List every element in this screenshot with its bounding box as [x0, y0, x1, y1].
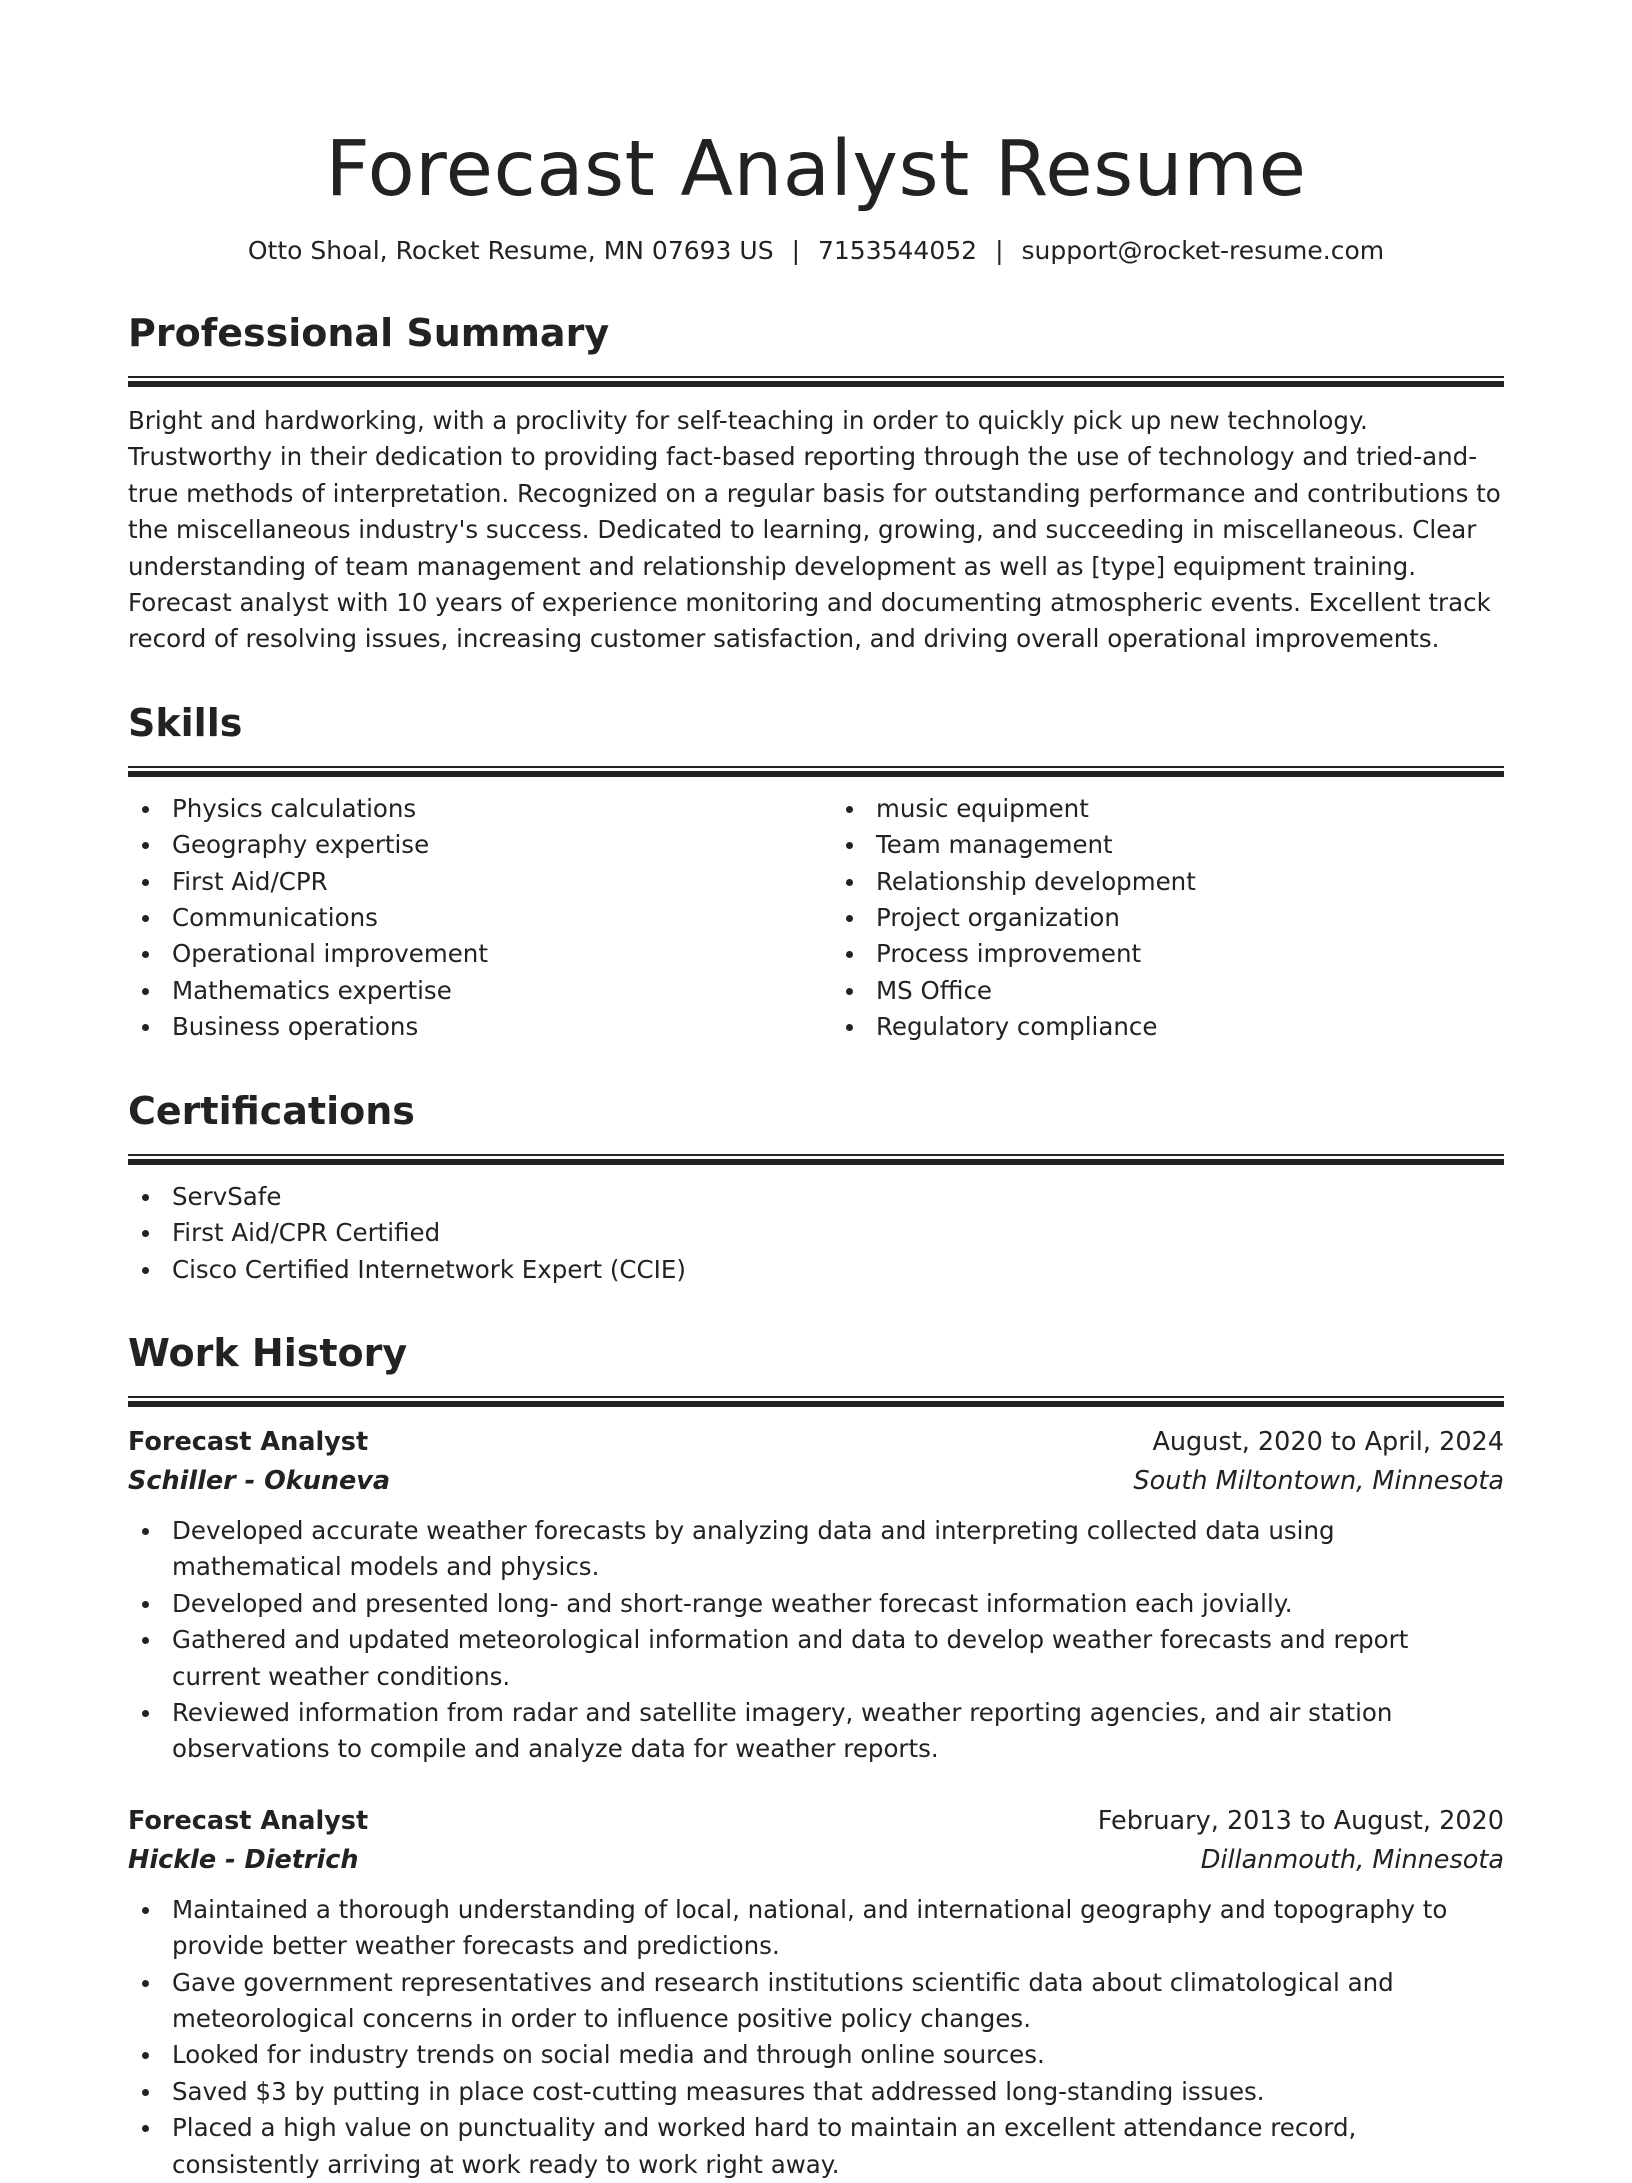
certification-item: Cisco Certified Internetwork Expert (CCIE)	[128, 1252, 1504, 1288]
section-divider	[128, 1396, 1504, 1407]
contact-email: support@rocket-resume.com	[1021, 236, 1385, 265]
summary-text: Bright and hardworking, with a proclivity for self-teaching in order to quickly pick up new technology. Trustworthy in their dedication to providing fact-based reporting through the use of technology and tried-and-true methods of interpretation. Recognized on a regular basis for outstanding performance and contributions to the miscellaneous industry's success. Dedicated to learning, growing, and succeeding in miscellaneous. Clear understanding of team management and relationship development as well as [type] equipment training. Forecast analyst with 10 years of experience monitoring and documenting atmospheric events. Excellent track record of resolving issues, increasing customer satisfaction, and driving overall operational improvements.	[128, 406, 1501, 654]
job-company: Hickle - Dietrich	[128, 1844, 359, 1875]
work-history-section	[128, 1328, 1504, 2183]
job-title: Forecast Analyst	[128, 1805, 369, 1836]
section-divider	[128, 1154, 1504, 1165]
skill-item: Physics calculations	[128, 791, 800, 827]
job-duties-list	[128, 1513, 1504, 1768]
job-duty-item: Placed a high value on punctuality and worked hard to maintain an excellent attendance record, consistently arriving at work ready to work right away.	[128, 2110, 1504, 2183]
section-divider	[128, 376, 1504, 387]
certifications-section	[128, 1086, 1504, 1288]
job-dates: February, 2013 to August, 2020	[1097, 1805, 1504, 1836]
skill-item: Mathematics expertise	[128, 973, 800, 1009]
job-company: Schiller - Okuneva	[128, 1465, 391, 1496]
certifications-list	[128, 1179, 1504, 1288]
skill-item: Geography expertise	[128, 827, 800, 863]
job-duty-item: Maintained a thorough understanding of local, national, and international geography and topography to provide better weather forecasts and predictions.	[128, 1892, 1504, 1965]
section-divider	[128, 766, 1504, 777]
job-duty-item: Developed and presented long- and short-range weather forecast information each jovially.	[128, 1586, 1504, 1622]
contact-phone: 7153544052	[818, 236, 978, 265]
skill-item: Business operations	[128, 1009, 800, 1045]
resume-title: Forecast Analyst Resume	[325, 125, 1307, 214]
job-company-row	[128, 1841, 1504, 1880]
skill-item: Communications	[128, 900, 800, 936]
skill-item: Team management	[832, 827, 1504, 863]
job-duties-list	[128, 1892, 1504, 2183]
job-header-row	[128, 1802, 1504, 1841]
skill-item: music equipment	[832, 791, 1504, 827]
skills-list-left	[128, 791, 800, 1046]
skills-list-right	[832, 791, 1504, 1046]
contact-line	[128, 234, 1504, 268]
contact-separator: |	[995, 236, 1004, 265]
skill-item: Operational improvement	[128, 936, 800, 972]
job-header-row	[128, 1423, 1504, 1462]
job-duty-item: Reviewed information from radar and satellite imagery, weather reporting agencies, and air station observations to compile and analyze data for weather reports.	[128, 1695, 1504, 1768]
job-location: South Miltontown, Minnesota	[1133, 1465, 1504, 1496]
skill-item: Relationship development	[832, 864, 1504, 900]
job-duty-item: Looked for industry trends on social media and through online sources.	[128, 2037, 1504, 2073]
summary-heading: Professional Summary	[128, 311, 610, 355]
job-entry	[128, 1423, 1504, 1768]
job-company-row	[128, 1462, 1504, 1501]
skills-grid	[128, 791, 1504, 1046]
job-dates: August, 2020 to April, 2024	[1152, 1426, 1504, 1457]
skill-item: MS Office	[832, 973, 1504, 1009]
skill-item: Project organization	[832, 900, 1504, 936]
job-entry	[128, 1802, 1504, 2183]
job-title: Forecast Analyst	[128, 1426, 369, 1457]
contact-address: Otto Shoal, Rocket Resume, MN 07693 US	[247, 236, 774, 265]
summary-section	[128, 308, 1504, 658]
skill-item: Process improvement	[832, 936, 1504, 972]
skill-item: Regulatory compliance	[832, 1009, 1504, 1045]
contact-separator: |	[791, 236, 800, 265]
job-duty-item: Developed accurate weather forecasts by analyzing data and interpreting collected data using mathematical models and physics.	[128, 1513, 1504, 1586]
certification-item: First Aid/CPR Certified	[128, 1215, 1504, 1251]
certifications-heading: Certifications	[128, 1088, 415, 1133]
skill-item: First Aid/CPR	[128, 864, 800, 900]
work-history-heading: Work History	[128, 1330, 408, 1375]
skills-heading: Skills	[128, 700, 243, 745]
job-duty-item: Gathered and updated meteorological information and data to develop weather forecasts and report current weather conditions.	[128, 1622, 1504, 1695]
certification-item: ServSafe	[128, 1179, 1504, 1215]
job-duty-item: Saved $3 by putting in place cost-cutting measures that addressed long-standing issues.	[128, 2074, 1504, 2110]
job-duty-item: Gave government representatives and research institutions scientific data about climatological and meteorological concerns in order to influence positive policy changes.	[128, 1965, 1504, 2038]
job-location: Dillanmouth, Minnesota	[1200, 1844, 1504, 1875]
skills-section	[128, 698, 1504, 1046]
